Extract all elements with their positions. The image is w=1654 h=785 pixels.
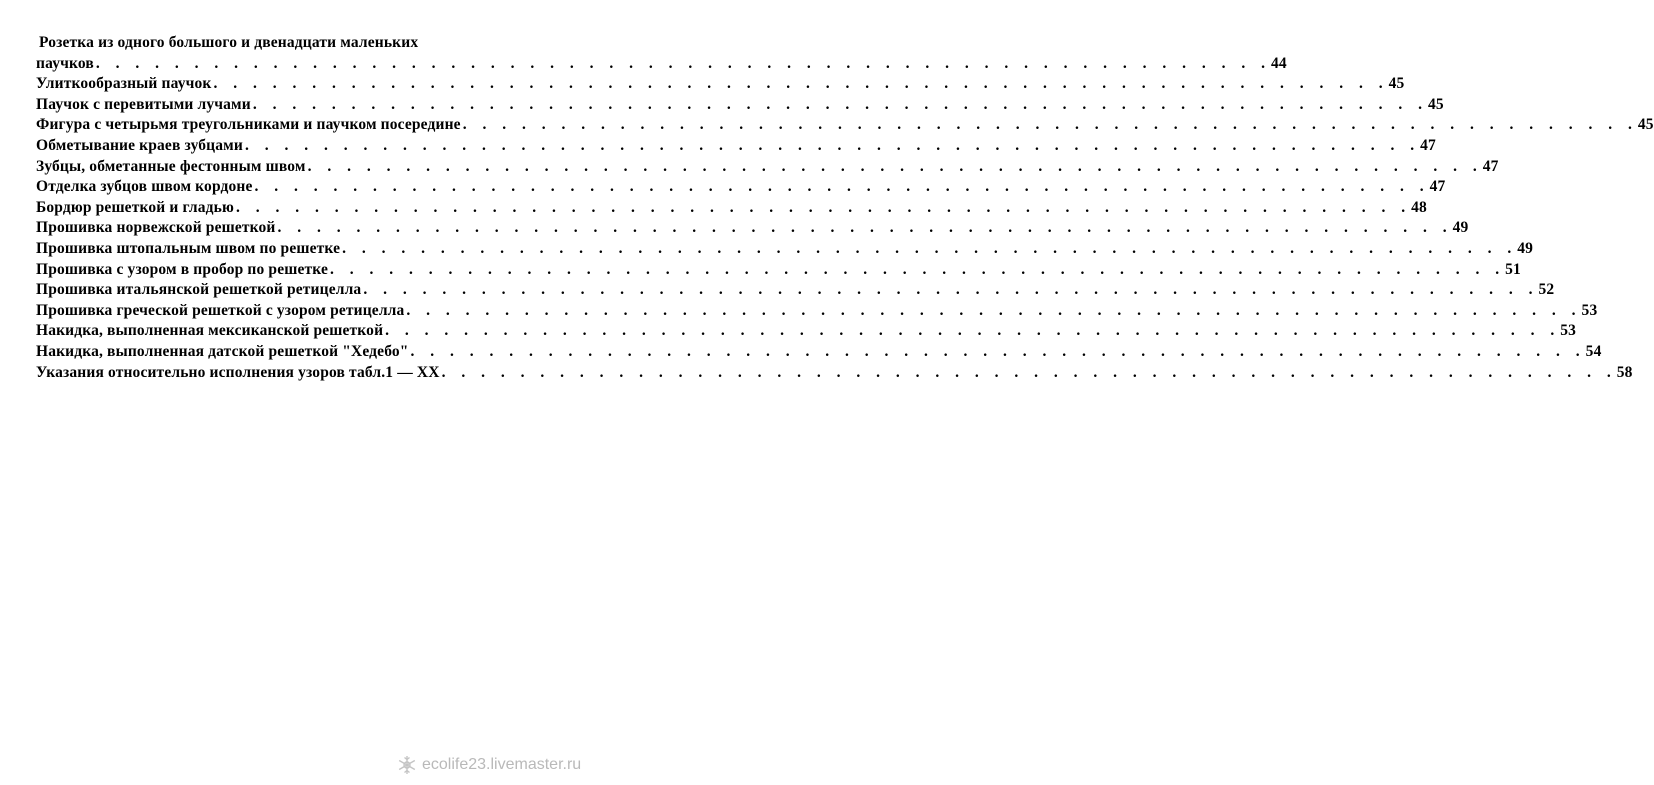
toc-entry (36, 363, 1633, 384)
toc-entry-list (36, 74, 1654, 383)
dot-leader: . . . . . . . . . . . . . . . . . . . . . . . . . . . . . . . . . . . . . . . . . . . . . . . . . . . . . . . . . . . . (307, 157, 1483, 175)
dot-leader: . . . . . . . . . . . . . . . . . . . . . . . . . . . . . . . . . . . . . . . . . . . . . . . . . . . . . . . . . . . . (342, 239, 1518, 257)
toc-entry-title: Накидка, выполненная датской решеткой "Хедебо" (36, 342, 409, 360)
toc-entry (36, 280, 1555, 301)
dot-leader: . . . . . . . . . . . . . . . . . . . . . . . . . . . . . . . . . . . . . . . . . . . . . . . . . . . . . . . . . . . . (252, 95, 1428, 113)
dot-leader: . . . . . . . . . . . . . . . . . . . . . . . . . . . . . . . . . . . . . . . . . . . . . . . . . . . . . . . . . . . . (385, 322, 1561, 340)
toc-entry-page: 54 (1585, 342, 1602, 360)
toc-entry-page: 45 (1427, 95, 1444, 113)
toc-entry (36, 74, 1405, 95)
dot-leader: . . . . . . . . . . . . . . . . . . . . . . . . . . . . . . . . . . . . . . . . . . . . . . . . . . . . . . . . . . . . (254, 178, 1430, 196)
table-of-contents (36, 33, 1654, 383)
toc-entry (36, 115, 1654, 136)
toc-entry-title: Фигура с четырьмя треугольниками и паучком посередине (36, 116, 461, 134)
watermark-text: ecolife23.livemaster.ru (422, 756, 582, 773)
toc-entry-page: 45 (1388, 75, 1405, 93)
toc-entry-page: 53 (1581, 301, 1598, 319)
dot-leader: . . . . . . . . . . . . . . . . . . . . . . . . . . . . . . . . . . . . . . . . . . . . . . . . . . . . . . . . . . . . (462, 116, 1638, 134)
toc-entry-title: Указания относительно исполнения узоров табл.1 — XX (36, 363, 440, 381)
toc-entry-page: 48 (1411, 198, 1427, 216)
snowflake-icon (397, 755, 417, 775)
toc-entry-title: Улиткообразный паучок (36, 75, 212, 93)
toc-entry-title: Зубцы, обметанные фестонным швом (36, 157, 306, 175)
toc-entry-page: 53 (1560, 322, 1577, 340)
toc-entry-page: 44 (1271, 54, 1287, 72)
toc-entry (36, 95, 1444, 116)
toc-entry-page: 45 (1637, 116, 1654, 134)
toc-entry-page: 47 (1420, 136, 1436, 154)
toc-entry (36, 321, 1577, 342)
dot-leader: . . . . . . . . . . . . . . . . . . . . . . . . . . . . . . . . . . . . . . . . . . . . . . . . . . . . . . . . . . . . (244, 136, 1421, 154)
toc-entry (36, 301, 1598, 322)
watermark (397, 755, 581, 775)
toc-entry-title: Обметывание краев зубцами (36, 136, 243, 154)
toc-entry-page: 51 (1505, 260, 1521, 278)
toc-entry (36, 218, 1469, 239)
dot-leader: . . . . . . . . . . . . . . . . . . . . . . . . . . . . . . . . . . . . . . . . . . . . . . . . . . . . . . . . . . . . (329, 260, 1506, 278)
toc-entry-title: Прошивка итальянской решеткой ретицелла (36, 281, 362, 299)
toc-entry (36, 177, 1446, 198)
dot-leader: . . . . . . . . . . . . . . . . . . . . . . . . . . . . . . . . . . . . . . . . . . . . . . . . . . . . . . . . . . . . (277, 219, 1453, 237)
toc-entry-title: Паучок с перевитыми лучами (36, 95, 251, 113)
toc-entry (36, 342, 1602, 363)
toc-entry-title: паучков (36, 54, 94, 72)
toc-entry-page: 52 (1538, 281, 1555, 299)
toc-entry (36, 260, 1521, 281)
toc-entry (36, 136, 1436, 157)
toc-entry-page: 58 (1616, 363, 1633, 381)
toc-entry-title: Прошивка с узором в пробор по решетке (36, 260, 328, 278)
toc-entry (36, 198, 1427, 219)
dot-leader: . . . . . . . . . . . . . . . . . . . . . . . . . . . . . . . . . . . . . . . . . . . . . . . . . . . . . . . . . . . . (410, 342, 1586, 360)
toc-entry (36, 239, 1534, 260)
toc-entry-title: Прошивка штопальным швом по решетке (36, 239, 341, 257)
toc-entry-title: Бордюр решеткой и гладью (36, 198, 234, 216)
toc-entry-page: 49 (1517, 239, 1534, 257)
toc-entry-title: Прошивка норвежской решеткой (36, 219, 276, 237)
dot-leader: . . . . . . . . . . . . . . . . . . . . . . . . . . . . . . . . . . . . . . . . . . . . . . . . . . . . . . . . . . . . (441, 363, 1617, 381)
toc-entry-page: 47 (1429, 178, 1446, 196)
toc-entry (36, 54, 1287, 75)
dot-leader: . . . . . . . . . . . . . . . . . . . . . . . . . . . . . . . . . . . . . . . . . . . . . . . . . . . . . . . . . . . . (406, 301, 1582, 319)
toc-entry-page: 47 (1482, 157, 1499, 175)
dot-leader: . . . . . . . . . . . . . . . . . . . . . . . . . . . . . . . . . . . . . . . . . . . . . . . . . . . . . . . . . . . . (95, 54, 1272, 72)
dot-leader: . . . . . . . . . . . . . . . . . . . . . . . . . . . . . . . . . . . . . . . . . . . . . . . . . . . . . . . . . . . . (213, 75, 1389, 93)
toc-entry-title: Отделка зубцов швом кордоне (36, 178, 253, 196)
toc-entry-title: Накидка, выполненная мексиканской решеткой (36, 322, 384, 340)
toc-entry-first-line: Розетка из одного большого и двенадцати маленьких (39, 34, 419, 51)
toc-entry-title: Прошивка греческой решеткой с узором ретицелла (36, 301, 405, 319)
dot-leader: . . . . . . . . . . . . . . . . . . . . . . . . . . . . . . . . . . . . . . . . . . . . . . . . . . . . . . . . . . . . (363, 281, 1539, 299)
dot-leader: . . . . . . . . . . . . . . . . . . . . . . . . . . . . . . . . . . . . . . . . . . . . . . . . . . . . . . . . . . . . (235, 198, 1412, 216)
toc-entry (36, 157, 1499, 178)
toc-entry-page: 49 (1452, 219, 1469, 237)
